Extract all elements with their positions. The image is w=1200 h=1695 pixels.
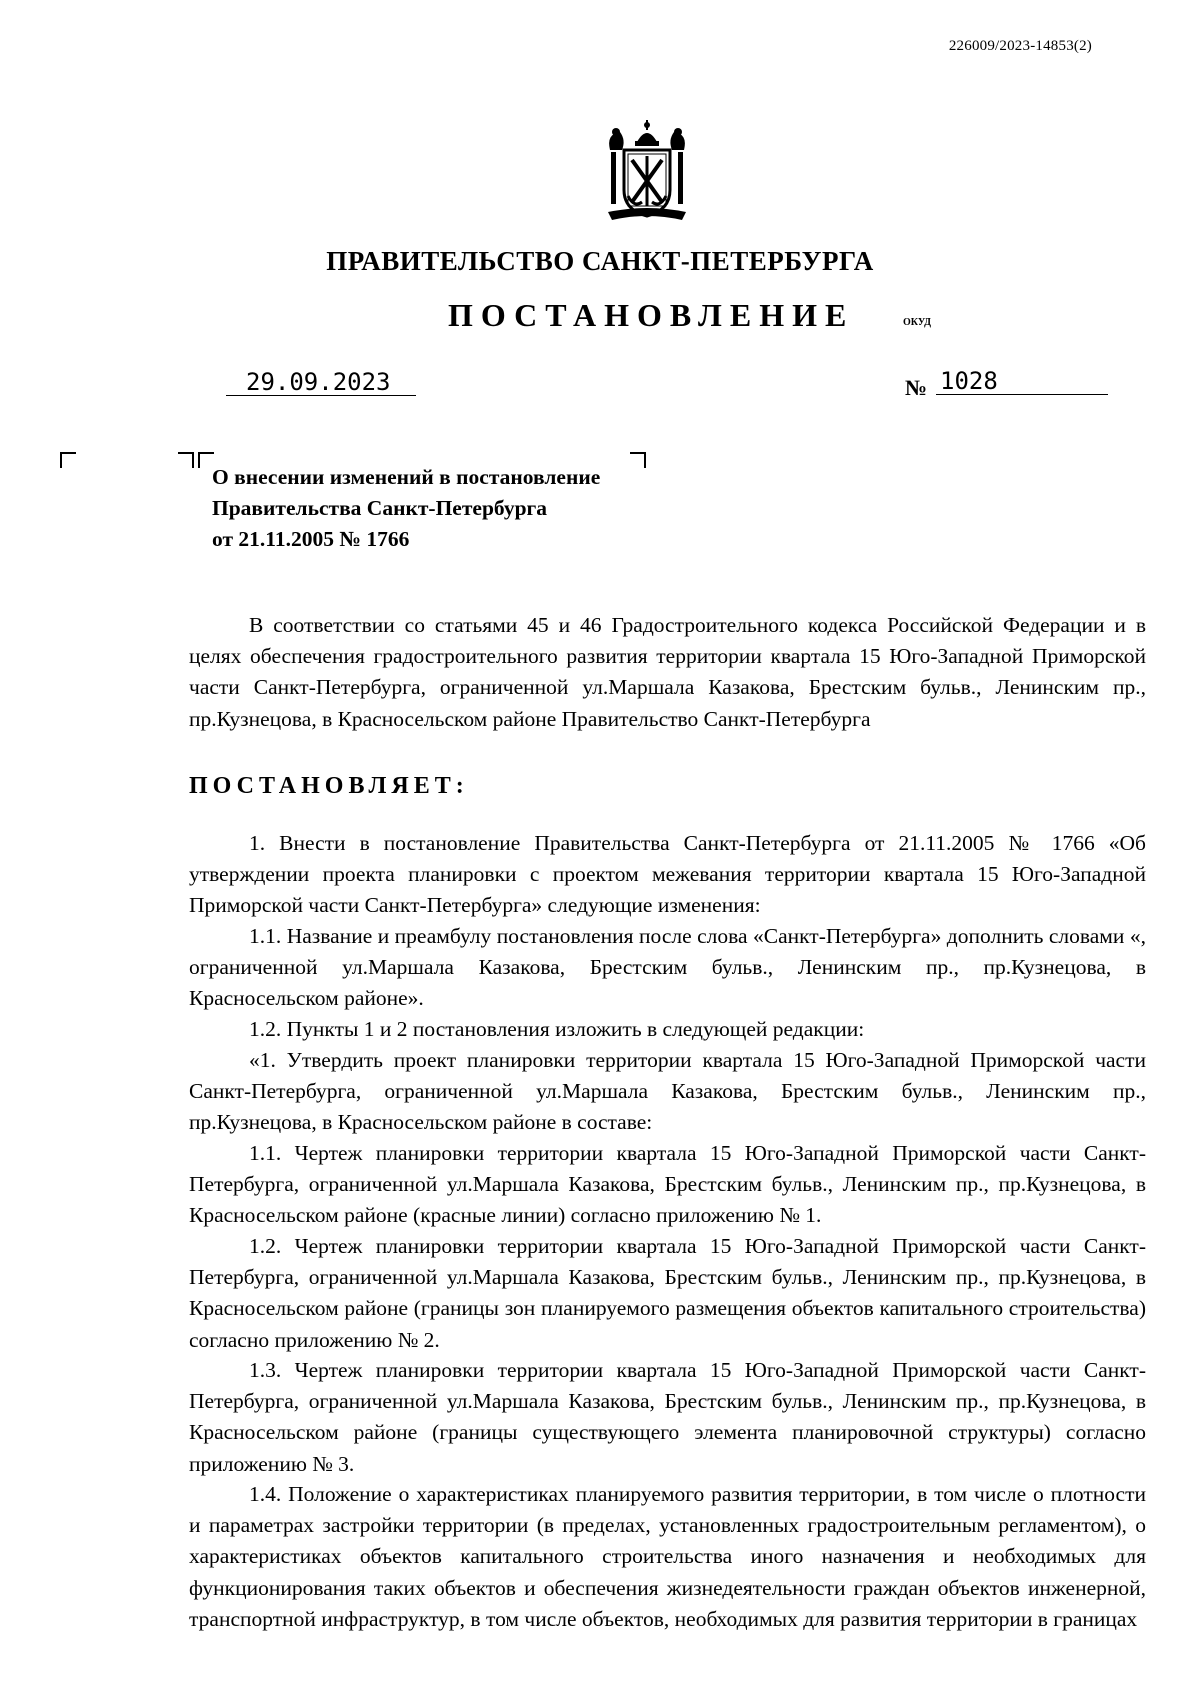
paragraph-new-1: «1. Утвердить проект планировки территории квартала 15 Юго-Западной Приморской части Санкт-Петербурга, ограниченной ул.Маршала Казакова, Брестским бульв., Ленинским пр., пр.Кузнецова, в Красносельском районе в составе:: [189, 1048, 1146, 1135]
subject-line: О внесении изменений в постановление: [212, 465, 601, 489]
decree-number: 1028: [936, 368, 1108, 395]
corner-mark: [630, 452, 646, 468]
document-registration-number: 226009/2023-14853(2): [948, 38, 1092, 54]
paragraph-new-1-1: 1.1. Чертеж планировки территории квартала 15 Юго-Западной Приморской части Санкт-Петербурга, ограниченной ул.Маршала Казакова, Брестским бульв., Ленинским пр., пр.Кузнецова, в Красносельском районе (красные линии) согласно приложению № 1.: [189, 1141, 1146, 1228]
document-type-title: ПОСТАНОВЛЕНИЕ: [448, 297, 855, 333]
paragraph-1-1: 1.1. Название и преамбулу постановления после слова «Санкт-Петербурга» дополнить словами «, ограниченной ул.Маршала Казакова, Брестским бульв., Ленинским пр., пр.Кузнецова, в Красносельском районе».: [189, 924, 1146, 1011]
government-title: ПРАВИТЕЛЬСТВО САНКТ-ПЕТЕРБУРГА: [326, 246, 874, 276]
resolves-heading: ПОСТАНОВЛЯЕТ:: [189, 773, 469, 799]
preamble: В соответствии со статьями 45 и 46 Градостроительного кодекса Российской Федерации и в целях обеспечения градостроительного развития территории квартала 15 Юго-Западной Приморской части Санкт-Петербурга, ограниченной ул.Маршала Казакова, Брестским бульв., Ленинским пр., пр.Кузнецова, в Красносельском районе Правительство Санкт-Петербурга: [189, 613, 1146, 731]
corner-mark: [60, 452, 76, 468]
paragraph-new-1-3: 1.3. Чертеж планировки территории квартала 15 Юго-Западной Приморской части Санкт-Петербурга, ограниченной ул.Маршала Казакова, Брестским бульв., Ленинским пр., пр.Кузнецова, в Красносельском районе (границы существующего элемента планировочной структуры) согласно приложению № 3.: [189, 1358, 1146, 1476]
paragraph-1: 1. Внести в постановление Правительства Санкт-Петербурга от 21.11.2005 № 1766 «Об утверждении проекта планировки с проектом межевания территории квартала 15 Юго-Западной Приморской части Санкт-Петербурга» следующие изменения:: [189, 831, 1146, 918]
okud-label: ОКУД: [903, 317, 932, 328]
subject-line: от 21.11.2005 № 1766: [212, 527, 410, 551]
paragraph-new-1-4: 1.4. Положение о характеристиках планируемого развития территории, в том числе о плотности и параметрах застройки территории (в пределах, установленных градостроительным регламентом), о характеристиках объектов капитального строительства иного назначения и необходимых для функционирования таких объектов и обеспечения жизнедеятельности граждан объектов инженерной, транспортной инфраструктур, в том числе объектов, необходимых для развития территории в границах: [189, 1482, 1146, 1631]
decree-subject: [212, 462, 600, 555]
number-sign: №: [905, 375, 928, 400]
decree-date: 29.09.2023: [226, 369, 416, 396]
subject-line: Правительства Санкт-Петербурга: [212, 496, 548, 520]
paragraph-new-1-2: 1.2. Чертеж планировки территории квартала 15 Юго-Западной Приморской части Санкт-Петербурга, ограниченной ул.Маршала Казакова, Брестским бульв., Ленинским пр., пр.Кузнецова, в Красносельском районе (границы зон планируемого размещения объектов капитального строительства) согласно приложению № 2.: [189, 1234, 1146, 1352]
paragraph-1-2: 1.2. Пункты 1 и 2 постановления изложить в следующей редакции:: [249, 1017, 865, 1041]
coat-of-arms-icon: [604, 120, 690, 222]
corner-mark: [178, 452, 194, 468]
